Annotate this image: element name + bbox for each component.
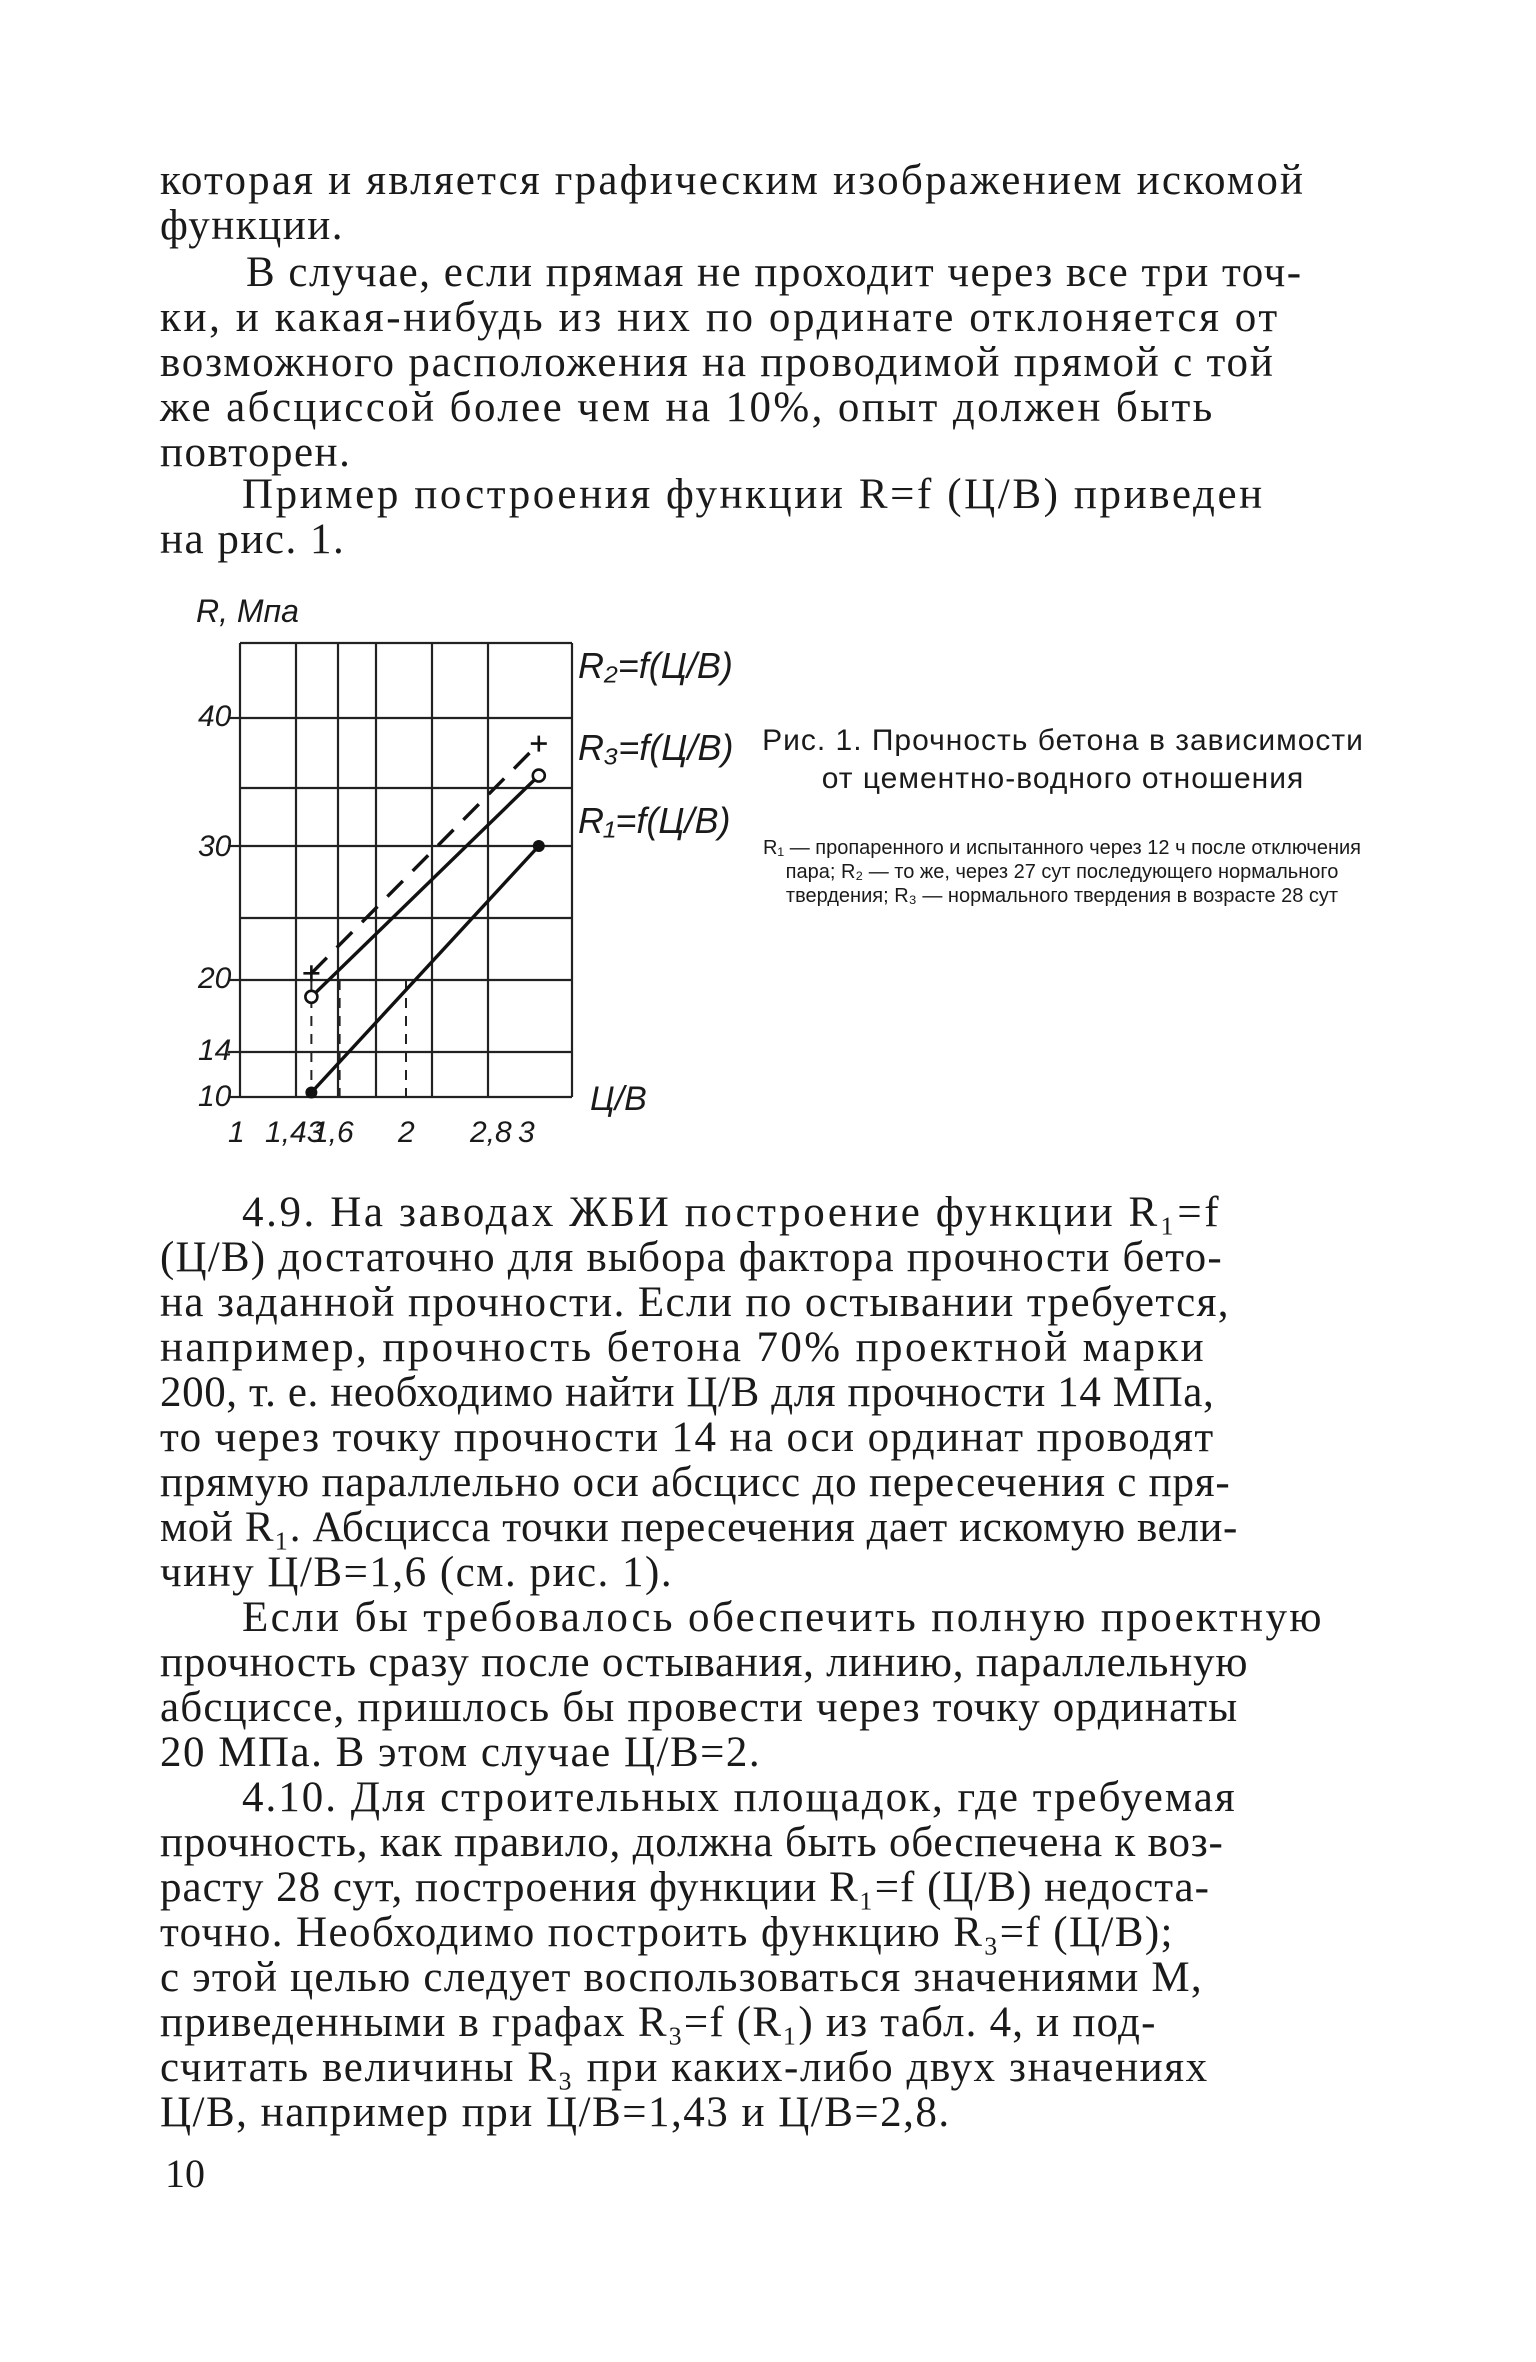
- text-line: 4.9. На заводах ЖБИ построение функции R₁=f: [242, 1189, 1222, 1236]
- y-tick-label: 30: [198, 830, 232, 863]
- text-line: считать величины R₃ при каких-либо двух значениях: [160, 2044, 1209, 2091]
- text-line: Пример построения функции R=f (Ц/В) приведен: [242, 471, 1265, 518]
- text-line: Если бы требовалось обеспечить полную проектную: [242, 1594, 1324, 1641]
- series-line-1: [311, 744, 538, 974]
- paragraph-4-10: [160, 1775, 1370, 2135]
- figure-caption-title: Рис. 1. Прочность бетона в зависимости от цементно-водного отношения: [762, 724, 1364, 795]
- y-axis-label: R, Мпа: [196, 593, 299, 629]
- x-tick-label: 2: [398, 1116, 415, 1149]
- text-line: ки, и какая-нибудь из них по ординате отклоняется от: [160, 294, 1280, 341]
- text-line: прямую параллельно оси абсцисс до пересечения с пря-: [160, 1459, 1231, 1506]
- text-line: например, прочность бетона 70% проектной марки: [160, 1324, 1207, 1371]
- series-line-3: [311, 846, 538, 1093]
- y-tick-label: 10: [198, 1080, 232, 1113]
- text-line: повторен.: [160, 429, 352, 476]
- text-line: чину Ц/В=1,6 (см. рис. 1).: [160, 1549, 674, 1596]
- text-line: 20 МПа. В этом случае Ц/В=2.: [160, 1729, 762, 1776]
- paragraph-4-9-continued: [160, 1595, 1370, 1775]
- text-line: Ц/В, например при Ц/В=1,43 и Ц/В=2,8.: [160, 2089, 951, 2136]
- text-line: приведенными в графах R₃=f (R₁) из табл. 4, и под-: [160, 1999, 1157, 2046]
- series-point-circle: [533, 770, 545, 782]
- series-point-dot: [305, 1087, 317, 1099]
- text-line: с этой целью следует воспользоваться значениями M,: [160, 1954, 1203, 2001]
- x-tick-label: 2,8: [470, 1116, 512, 1149]
- text-line: же абсциссой более чем на 10%, опыт должен быть: [160, 384, 1215, 431]
- text-line: функции.: [160, 202, 344, 249]
- series-point-circle: [305, 991, 317, 1003]
- y-tick-label: 20: [198, 962, 232, 995]
- series-line-2: [311, 776, 538, 997]
- text-line: расту 28 сут, построения функции R₁=f (Ц/В) недоста-: [160, 1864, 1210, 1911]
- series-label: R₂=f(Ц/В): [578, 645, 733, 686]
- y-tick-label: 14: [198, 1034, 232, 1067]
- text-line: точно. Необходимо построить функцию R₃=f (Ц/В);: [160, 1909, 1174, 1956]
- text-line: на заданной прочности. Если по остывании требуется,: [160, 1279, 1230, 1326]
- text-line: мой R₁. Абсцисса точки пересечения дает искомую вели-: [160, 1504, 1238, 1551]
- text-line: которая и является графическим изображением искомой: [160, 157, 1306, 204]
- text-line: 4.10. Для строительных площадок, где требуемая: [242, 1774, 1237, 1821]
- text-line: возможного расположения на проводимой прямой с той: [160, 339, 1275, 386]
- text-line: (Ц/В) достаточно для выбора фактора прочности бето-: [160, 1234, 1223, 1281]
- chart-labels: [196, 593, 733, 1149]
- paragraph-4-9: [160, 1190, 1370, 1595]
- page-number: 10: [165, 2151, 205, 2196]
- series-label: R₁=f(Ц/В): [578, 800, 731, 841]
- x-tick-label: 1,43: [265, 1116, 324, 1149]
- text-line: на рис. 1.: [160, 516, 346, 563]
- series-point-dot: [533, 840, 545, 852]
- text-line: то через точку прочности 14 на оси ординат проводят: [160, 1414, 1215, 1461]
- x-axis-label: Ц/В: [590, 1080, 647, 1118]
- x-tick-label: 1,6: [312, 1116, 354, 1149]
- chart-grid: [228, 643, 572, 1097]
- text-line: 200, т. е. необходимо найти Ц/В для прочности 14 МПа,: [160, 1369, 1215, 1416]
- text-line: абсциссе, пришлось бы провести через точку ординаты: [160, 1684, 1239, 1731]
- x-tick-label: 1: [228, 1116, 245, 1149]
- y-tick-label: 40: [198, 700, 232, 733]
- text-line: прочность, как правило, должна быть обеспечена к воз-: [160, 1819, 1224, 1866]
- text-line: прочность сразу после остывания, линию, параллельную: [160, 1639, 1249, 1686]
- series-label: R₃=f(Ц/В): [578, 727, 734, 768]
- figure-caption-body: R₁ — пропаренного и испытанного через 12 ч после отключения пара; R₂ — то же, через 27 сут последующего нормального твердения; R₃ — нормального твердения в возрасте 28 сут: [762, 837, 1362, 907]
- text-line: В случае, если прямая не проходит через все три точ-: [246, 249, 1303, 296]
- x-tick-label: 3: [518, 1116, 535, 1149]
